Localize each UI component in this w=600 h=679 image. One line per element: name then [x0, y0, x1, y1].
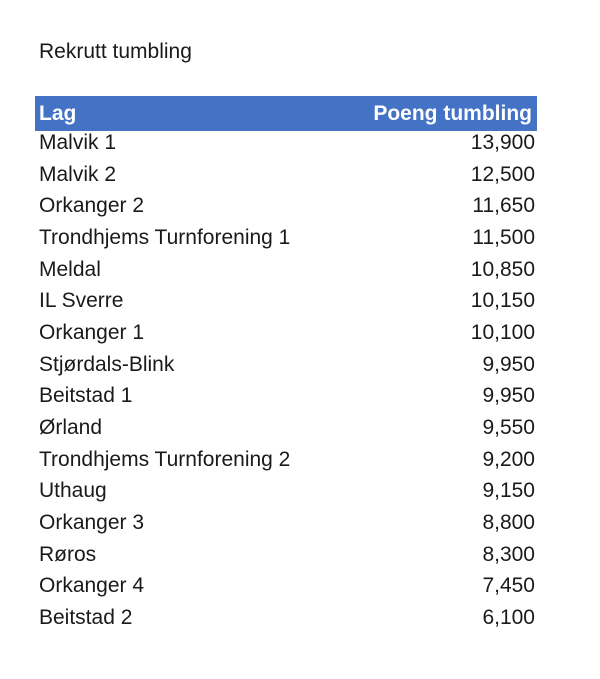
table-row	[35, 317, 537, 349]
team-score: 9,150	[482, 479, 535, 503]
table-row	[35, 444, 537, 476]
team-score: 13,900	[470, 130, 535, 154]
team-name: Malvik 2	[39, 162, 117, 186]
team-name: Ørland	[39, 416, 103, 440]
team-name: Orkanger 4	[39, 574, 145, 598]
table-row	[35, 349, 537, 381]
team-score: 8,800	[482, 511, 535, 535]
team-name: Meldal	[39, 257, 101, 281]
page-title: Rekrutt tumbling	[39, 40, 192, 63]
team-name: Orkanger 2	[39, 194, 145, 218]
team-score: 9,950	[482, 384, 535, 408]
team-name: Orkanger 3	[39, 511, 145, 535]
team-name: Beitstad 1	[39, 384, 133, 408]
table-row	[35, 571, 537, 603]
table-row	[35, 190, 537, 222]
team-name: Malvik 1	[39, 130, 117, 154]
team-name: Uthaug	[39, 479, 107, 503]
team-score: 11,650	[472, 194, 535, 218]
header-poeng-tumbling: Poeng tumbling	[373, 101, 532, 125]
table-row	[35, 602, 537, 634]
table-row	[35, 254, 537, 286]
team-name: IL Sverre	[39, 289, 124, 313]
table-header	[35, 96, 537, 131]
team-score: 10,100	[470, 320, 535, 344]
team-name: Beitstad 2	[39, 606, 133, 630]
results-table	[35, 96, 537, 634]
team-name: Røros	[39, 542, 97, 566]
team-score: 6,100	[482, 606, 535, 630]
table-body	[35, 127, 537, 634]
team-score: 8,300	[482, 542, 535, 566]
table-row	[35, 476, 537, 508]
team-score: 11,500	[472, 225, 535, 249]
team-score: 12,500	[470, 162, 535, 186]
table-row	[35, 412, 537, 444]
header-lag: Lag	[39, 101, 77, 125]
table-row	[35, 539, 537, 571]
table-row	[35, 507, 537, 539]
table-row	[35, 285, 537, 317]
team-name: Trondhjems Turnforening 1	[39, 225, 291, 249]
team-score: 9,550	[482, 416, 535, 440]
team-name: Orkanger 1	[39, 320, 145, 344]
team-name: Trondhjems Turnforening 2	[39, 447, 291, 471]
table-row	[35, 381, 537, 413]
table-row	[35, 222, 537, 254]
team-score: 7,450	[482, 574, 535, 598]
team-name: Stjørdals-Blink	[39, 352, 175, 376]
team-score: 9,950	[482, 352, 535, 376]
team-score: 10,150	[470, 289, 535, 313]
team-score: 10,850	[470, 257, 535, 281]
table-row	[35, 127, 537, 159]
team-score: 9,200	[482, 447, 535, 471]
table-row	[35, 159, 537, 191]
